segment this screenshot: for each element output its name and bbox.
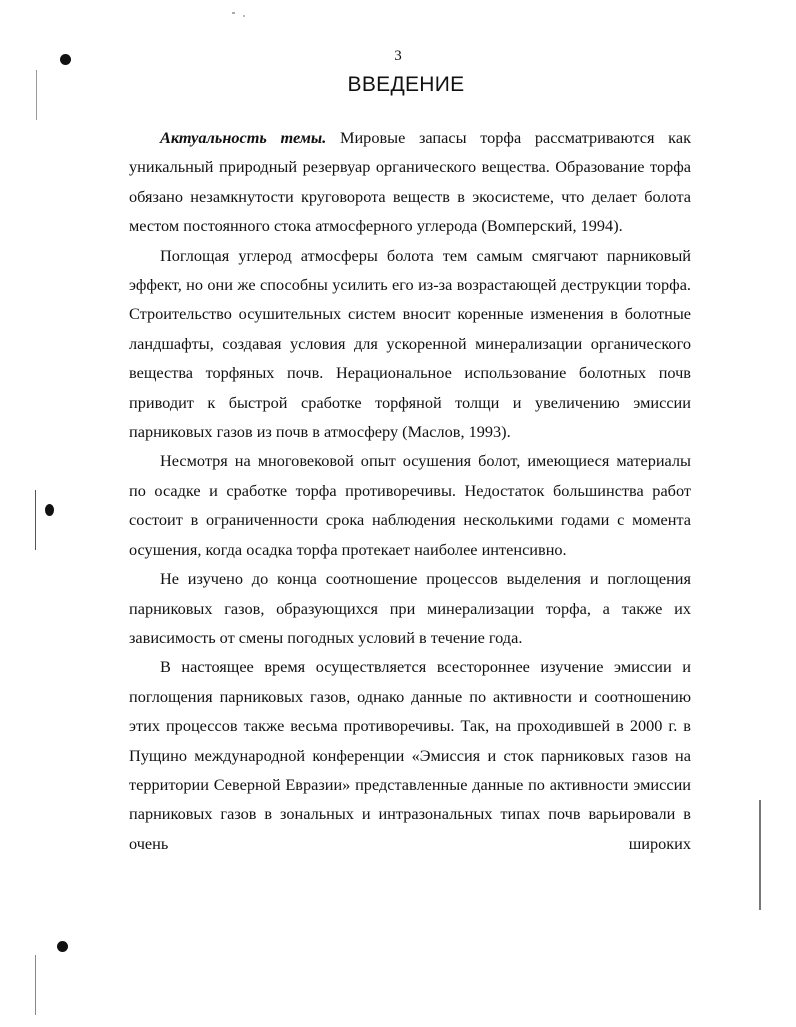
paragraph: [129, 123, 691, 241]
binder-hole-bottom: [57, 941, 68, 952]
page-title: ВВЕДЕНИЕ: [347, 73, 465, 96]
scan-edge-line-left-middle: [35, 490, 36, 550]
body-text: [129, 123, 691, 858]
scan-speck-top-2: [243, 15, 245, 17]
paragraph: Несмотря на многовековой опыт осушения болот, имеющиеся материалы по осадке и сработке торфа противоречивы. Недостаток большинства работ состоит в ограниченности срока наблюдения несколькими годами с момента осушения, когда осадка торфа протекает наиболее интенсивно.: [129, 451, 691, 559]
page-number: 3: [394, 48, 402, 64]
paragraph-lead: Актуальность темы.: [160, 128, 327, 147]
paragraph: В настоящее время осуществляется всестороннее изучение эмиссии и поглощения парниковых газов, однако данные по активности и соотношению этих процессов также весьма противоречивы. Так, на проходившей в 2000 г. в Пущино международной конференции «Эмиссия и сток парниковых газов на территории Северной Евразии» представленные данные по активности эмиссии парниковых газов в зональных и интразональных типах почв варьировали в очень широких: [129, 657, 691, 853]
paragraph-text: Мировые запасы торфа рассматриваются как уникальный природный резервуар органического вещества. Образование торфа обязано незамкнутости круговорота веществ в экосистеме, что делает болота местом постоянного стока атмосферного углерода (Вомперский, 1994).: [129, 128, 691, 236]
paragraph: Поглощая углерод атмосферы болота тем самым смягчают парниковый эффект, но они же способны усилить его из-за возрастающей деструкции торфа. Строительство осушительных систем вносит коренные изменения в болотные ландшафты, создавая условия для ускоренной минерализации органического вещества торфяных почв. Нерациональное использование болотных почв приводит к быстрой сработке торфяной толщи и увеличению эмиссии парниковых газов из почв в атмосферу (Маслов, 1993).: [129, 245, 691, 442]
paragraph: Не изучено до конца соотношение процессов выделения и поглощения парниковых газов, образующихся при минерализации торфа, а также их зависимость от смены погодных условий в течение года.: [129, 569, 691, 647]
binder-hole-middle: [45, 504, 54, 516]
scan-edge-line-right: [759, 800, 761, 910]
scan-edge-line-left-bottom: [35, 955, 36, 1015]
scan-speck-top: [232, 12, 235, 14]
